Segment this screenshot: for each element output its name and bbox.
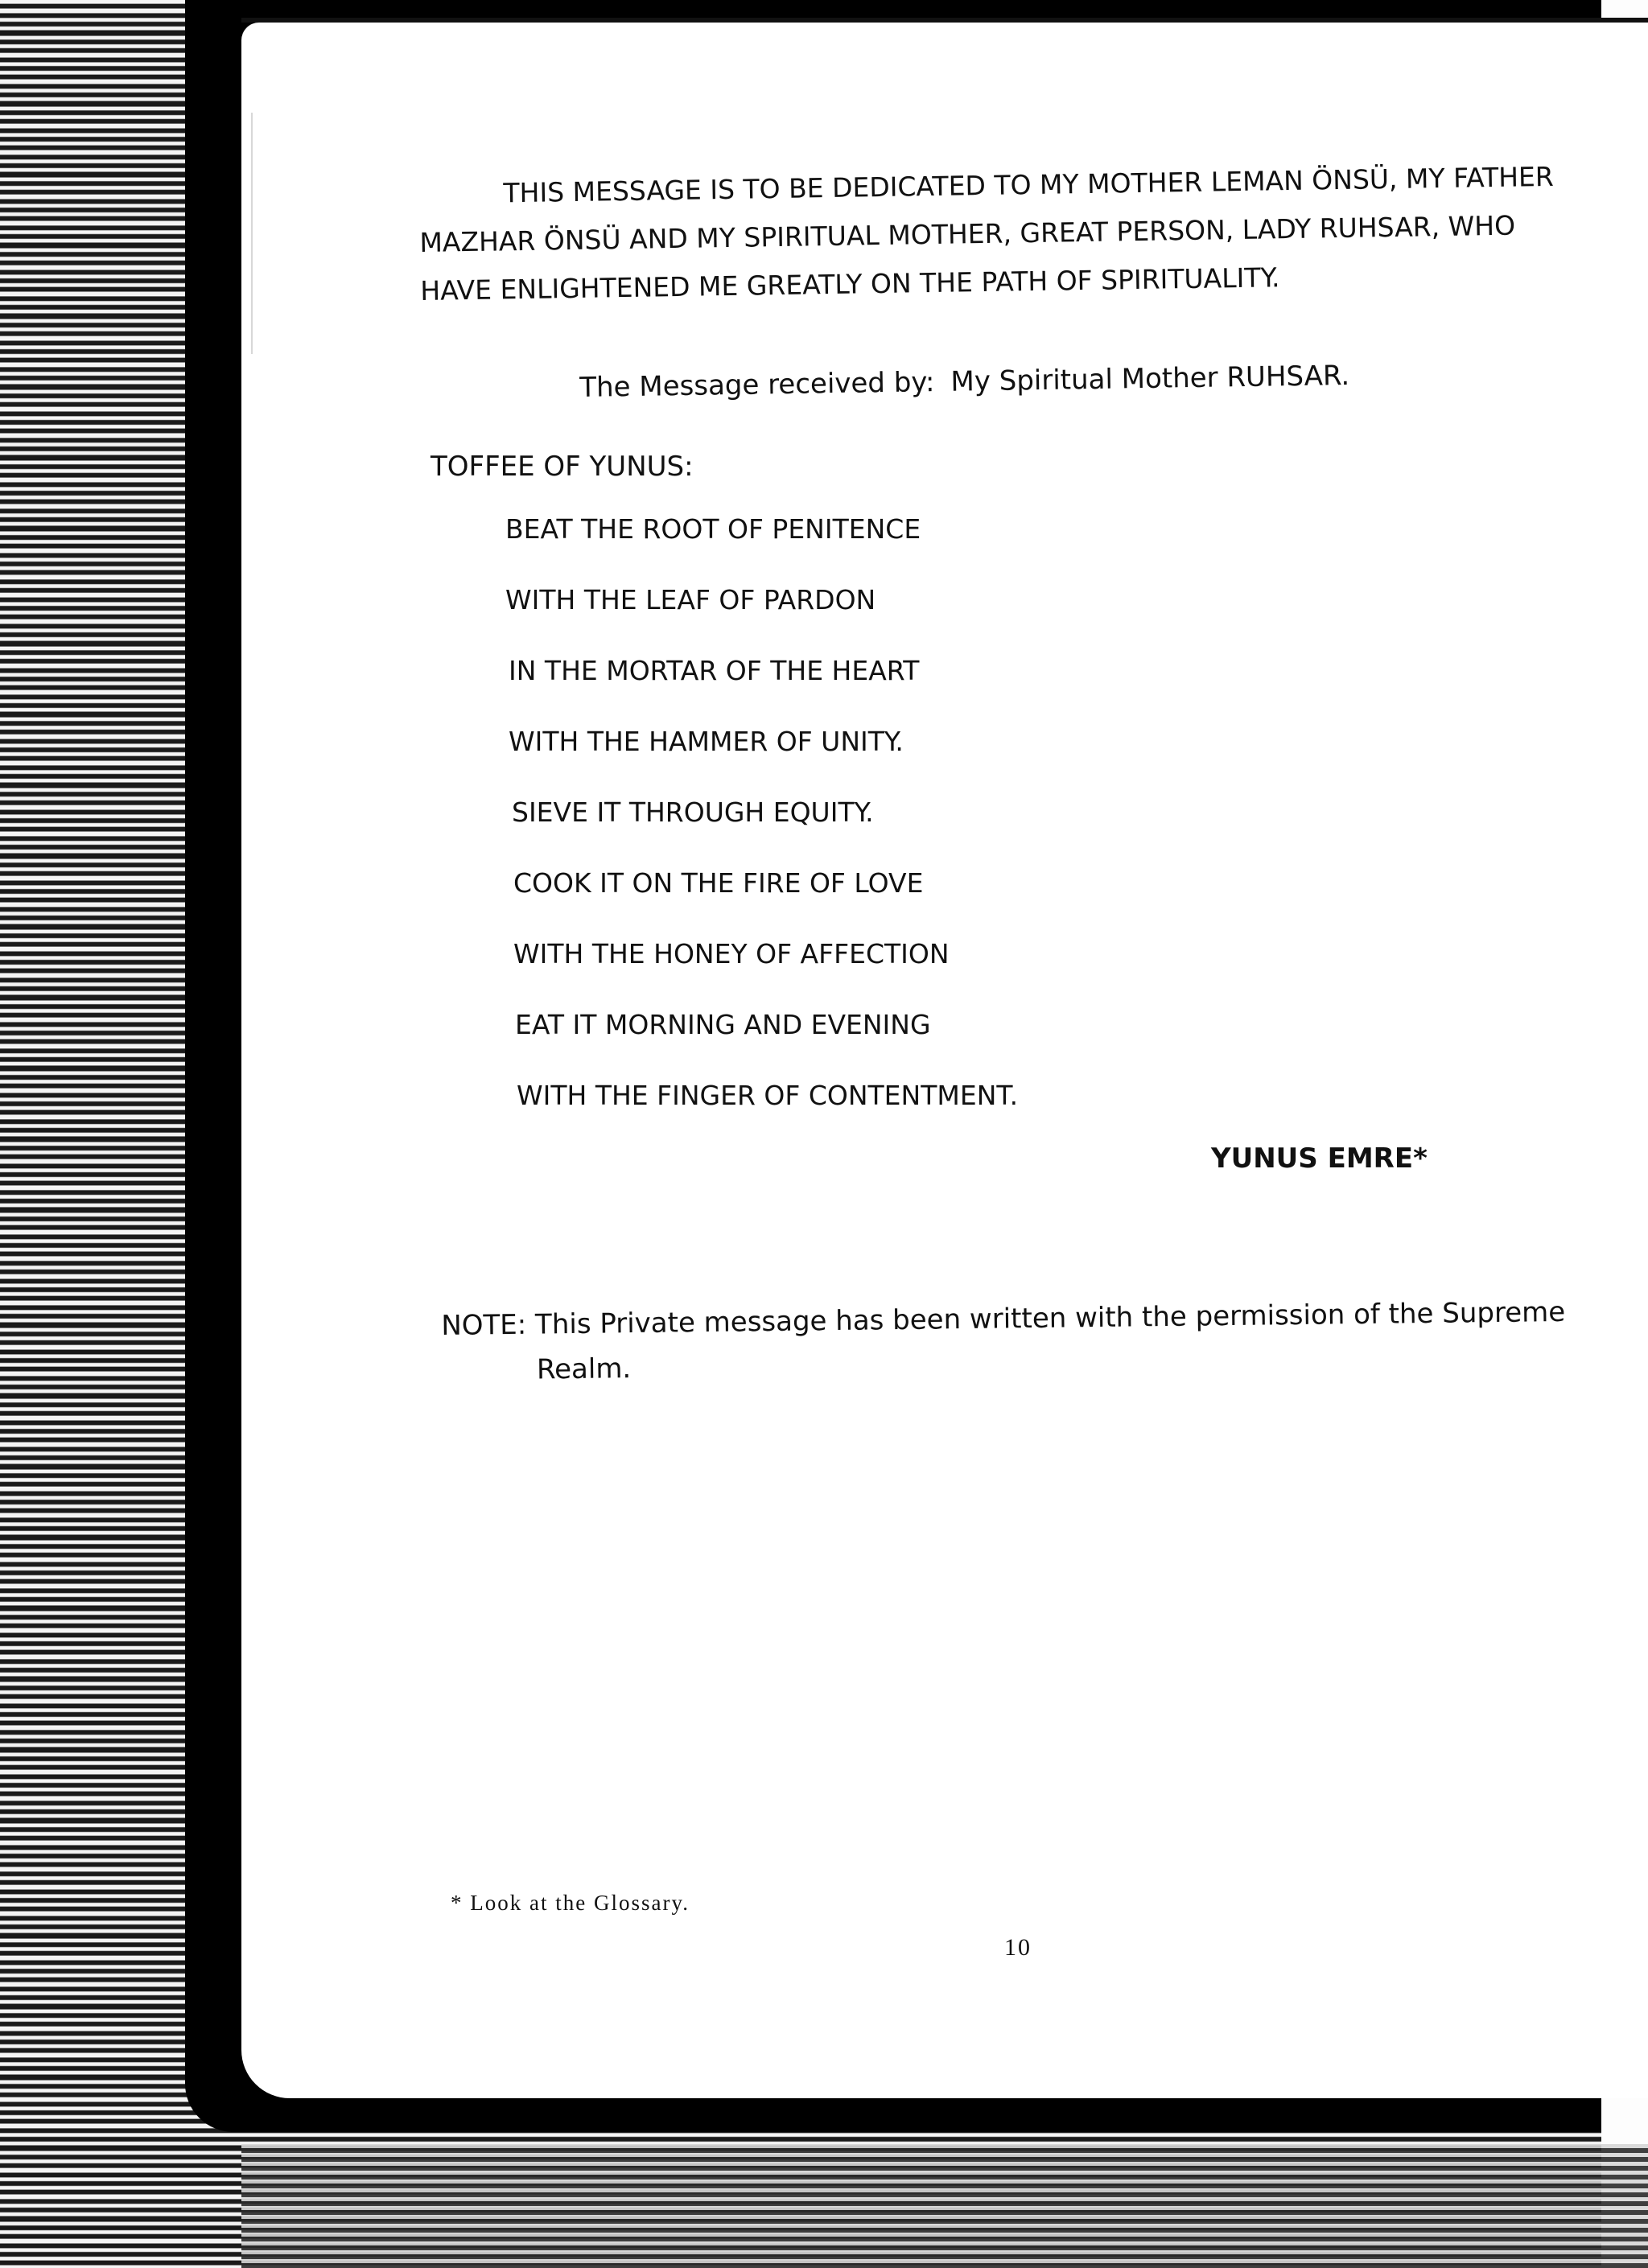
scan-mark — [251, 113, 253, 354]
footnote: * Look at the Glossary. — [451, 1891, 690, 1915]
poem-line: WITH THE HAMMER OF UNITY. — [509, 726, 904, 757]
dedication-line: THIS MESSAGE IS TO BE DEDICATED TO MY MOTHER LEMAN ÖNSÜ, MY FATHER — [503, 160, 1555, 209]
poem-title: TOFFEE OF YUNUS: — [431, 451, 694, 483]
poem-line: IN THE MORTAR OF THE HEART — [509, 655, 920, 686]
poem-line: EAT IT MORNING AND EVENING — [515, 1009, 931, 1040]
poem-line: COOK IT ON THE FIRE OF LOVE — [513, 867, 924, 899]
dedication-line: HAVE ENLIGHTENED ME GREATLY ON THE PATH OF SPIRITUALITY. — [420, 261, 1280, 307]
dedication-paragraph — [418, 152, 1580, 315]
document-page — [241, 23, 1648, 2098]
received-label: The Message received by: — [579, 366, 935, 404]
note-text-continued: Realm. — [536, 1352, 632, 1386]
poem-line: WITH THE LEAF OF PARDON — [505, 584, 876, 615]
page-number: 10 — [1004, 1934, 1032, 1961]
note-label: NOTE: — [441, 1308, 527, 1342]
poem-line: SIEVE IT THROUGH EQUITY. — [512, 796, 874, 828]
scan-bottom-margin — [241, 2144, 1648, 2268]
poem-author: YUNUS EMRE* — [1211, 1142, 1428, 1175]
poem-line: WITH THE FINGER OF CONTENTMENT. — [517, 1080, 1019, 1111]
top-rule — [241, 18, 1648, 23]
received-value: My Spiritual Mother RUHSAR. — [950, 359, 1350, 398]
note-paragraph — [441, 1290, 1584, 1393]
poem-line: WITH THE HONEY OF AFFECTION — [513, 938, 950, 969]
dedication-line: MAZHAR ÖNSÜ AND MY SPIRITUAL MOTHER, GREAT PERSON, LADY RUHSAR, WHO — [419, 209, 1516, 258]
note-text: This Private message has been written with the permission of the Supreme — [534, 1295, 1566, 1341]
poem-line: BEAT THE ROOT OF PENITENCE — [505, 513, 921, 545]
